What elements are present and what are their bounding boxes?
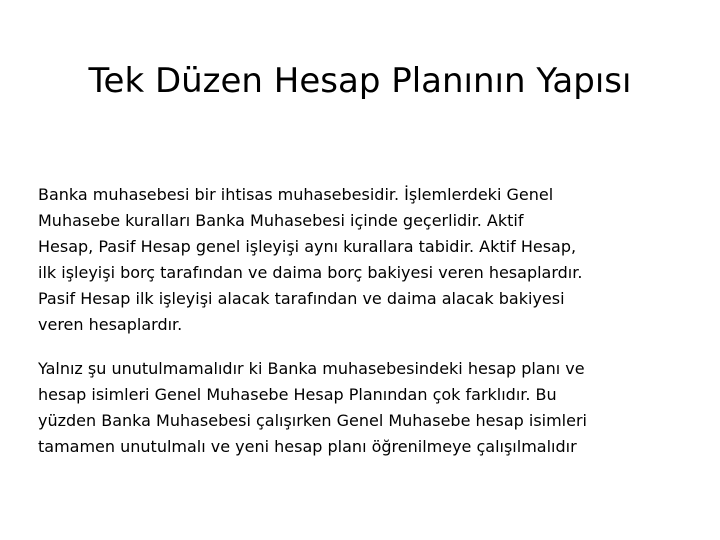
paragraph-line: veren hesaplardır. bbox=[38, 315, 183, 334]
paragraph-line: hesap isimleri Genel Muhasebe Hesap Planından çok farklıdır. Bu bbox=[38, 385, 557, 404]
slide-title: Tek Düzen Hesap Planının Yapısı bbox=[88, 61, 632, 101]
paragraph-account-plan-note bbox=[38, 356, 678, 460]
paragraph-banking-accounting bbox=[38, 182, 678, 338]
paragraph-line: Pasif Hesap ilk işleyişi alacak tarafından ve daima alacak bakiyesi bbox=[38, 289, 565, 308]
paragraph-line: Muhasebe kuralları Banka Muhasebesi içinde geçerlidir. Aktif bbox=[38, 211, 524, 230]
paragraph-line: yüzden Banka Muhasebesi çalışırken Genel Muhasebe hesap isimleri bbox=[38, 411, 587, 430]
paragraph-line: Yalnız şu unutulmamalıdır ki Banka muhasebesindeki hesap planı ve bbox=[38, 359, 585, 378]
paragraph-line: tamamen unutulmalı ve yeni hesap planı öğrenilmeye çalışılmalıdır bbox=[38, 437, 577, 456]
paragraph-line: Hesap, Pasif Hesap genel işleyişi aynı kurallara tabidir. Aktif Hesap, bbox=[38, 237, 577, 256]
slide-body bbox=[38, 182, 678, 460]
paragraph-line: ilk işleyişi borç tarafından ve daima borç bakiyesi veren hesaplardır. bbox=[38, 263, 583, 282]
paragraph-line: Banka muhasebesi bir ihtisas muhasebesidir. İşlemlerdeki Genel bbox=[38, 185, 554, 204]
